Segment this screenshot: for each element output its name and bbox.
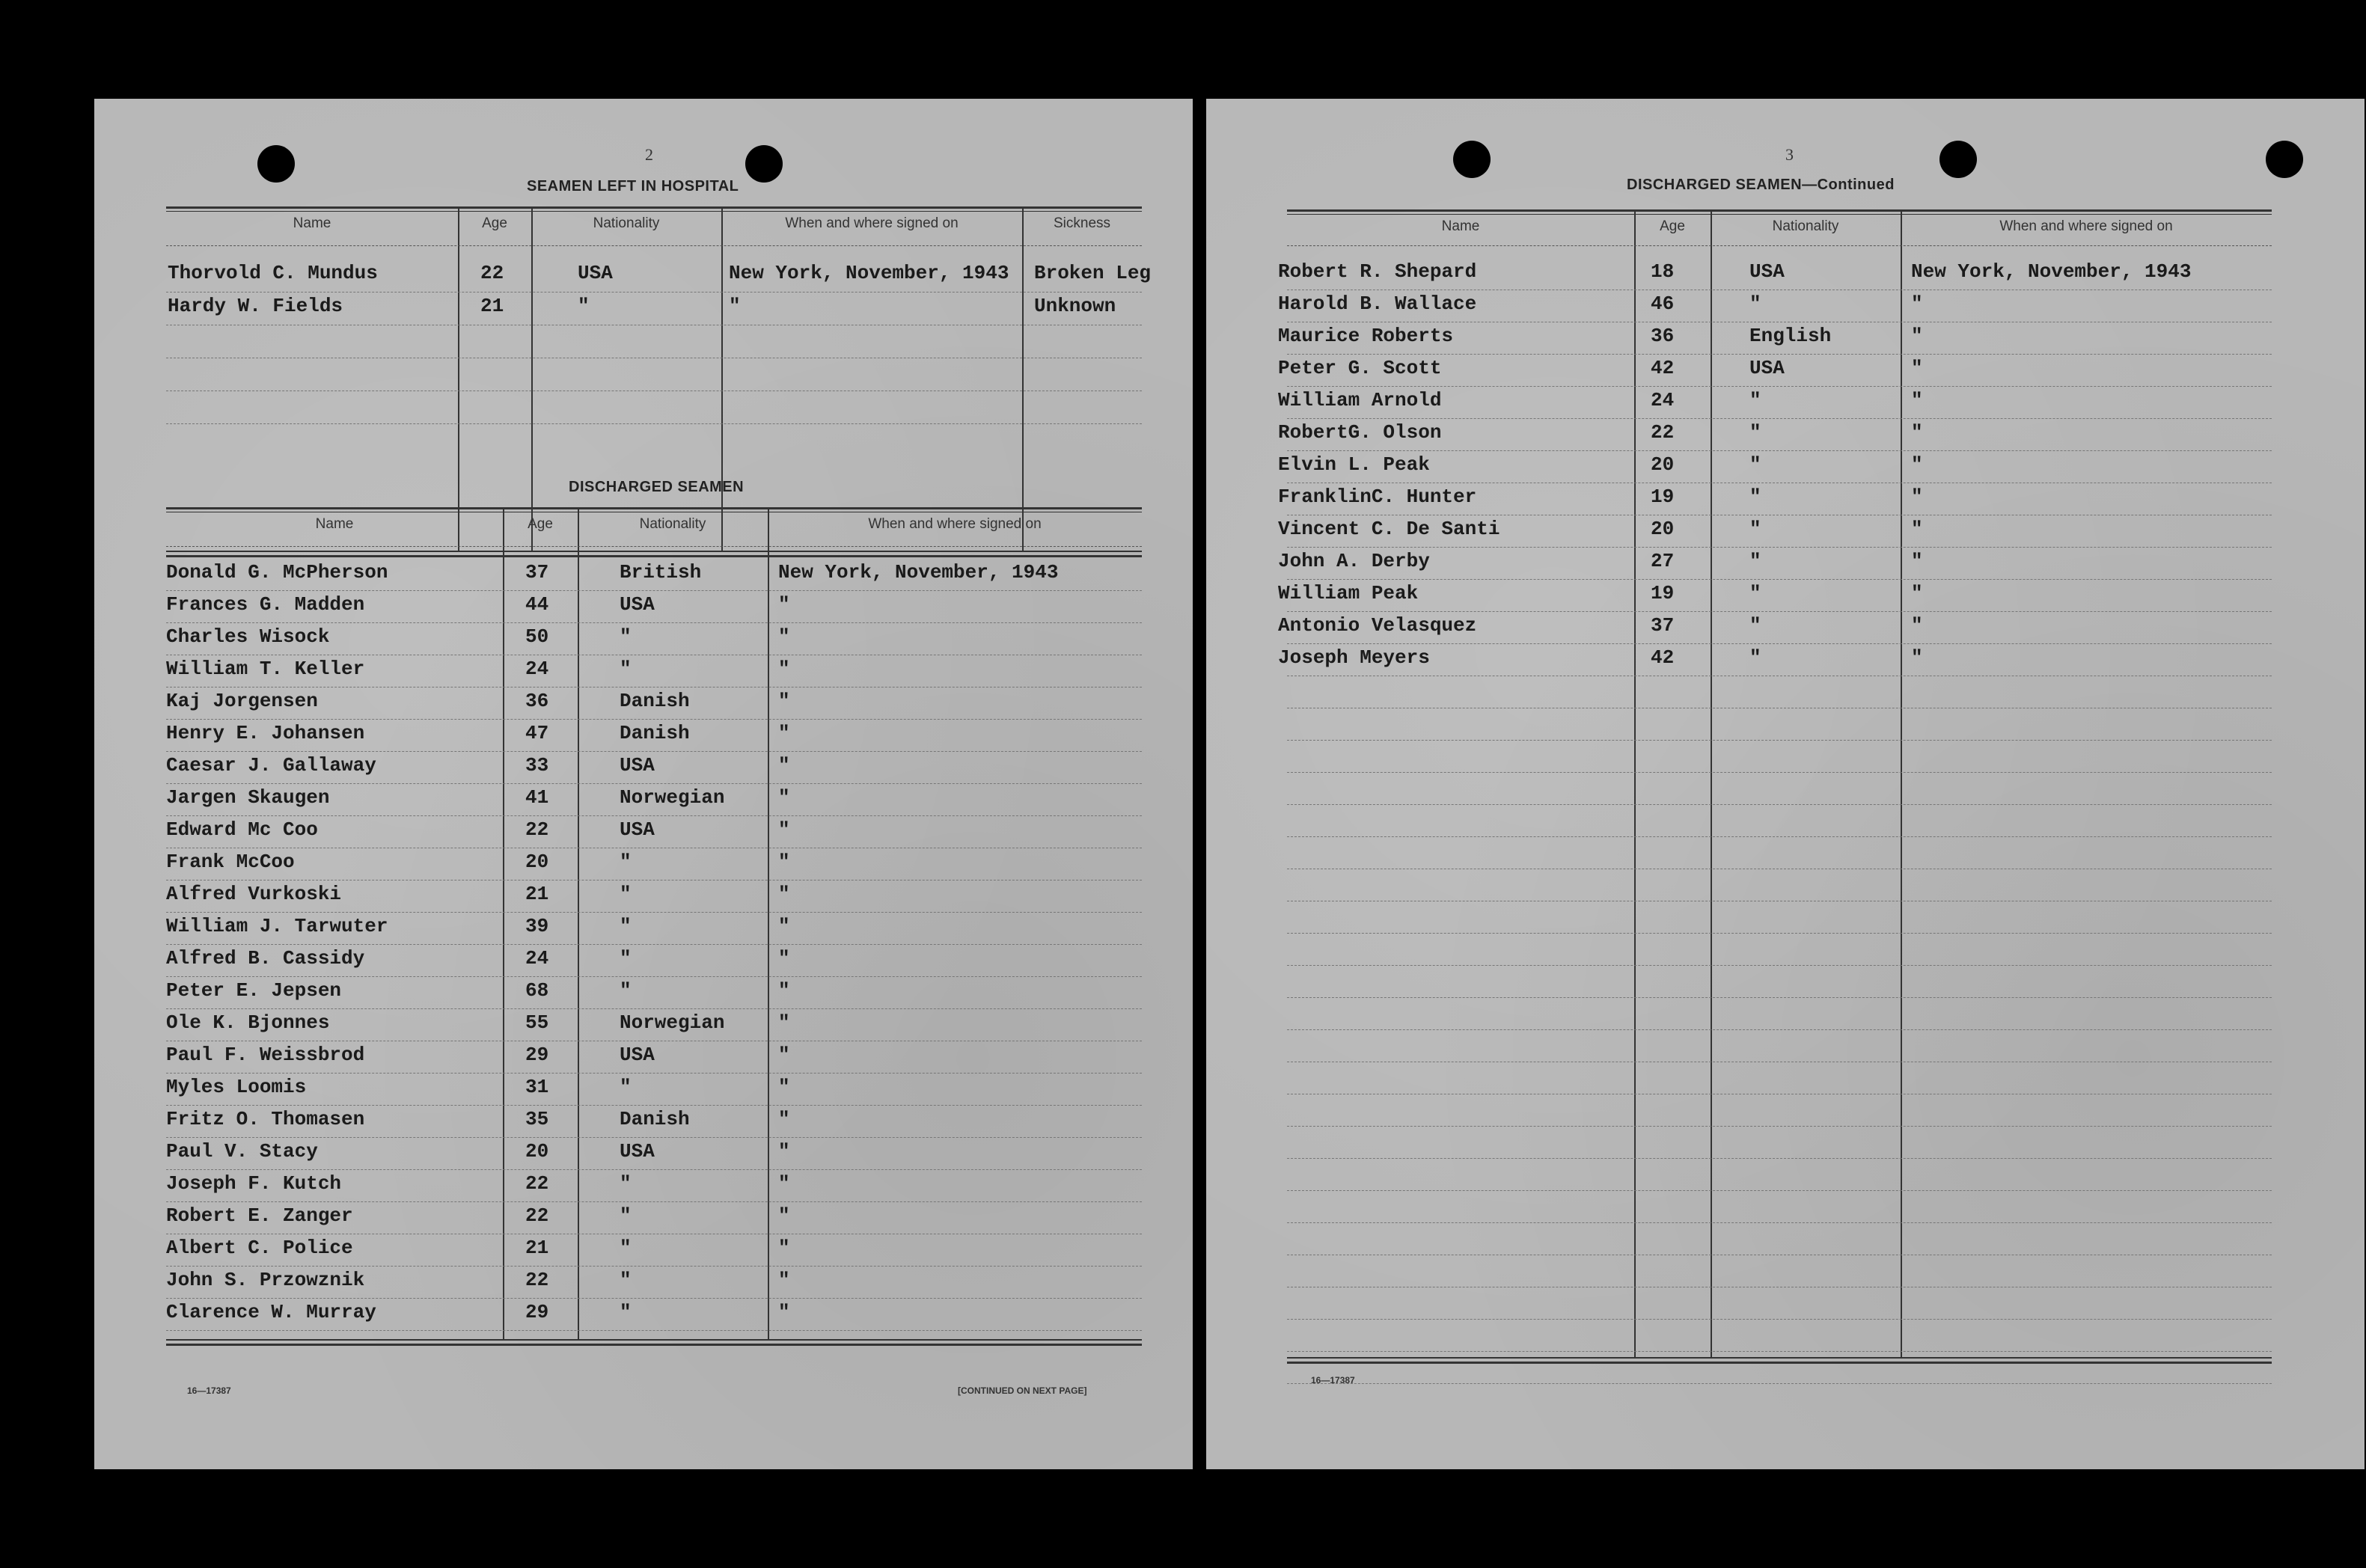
table-row (1278, 290, 2272, 322)
age-cell: 68 (525, 979, 549, 1002)
nationality-cell: " (620, 658, 632, 680)
age-cell: 19 (1651, 582, 1675, 604)
continued-section-title: DISCHARGED SEAMEN—Continued (1627, 177, 1895, 193)
age-cell: 21 (525, 883, 549, 905)
signed-on-cell: " (778, 1044, 790, 1066)
table-row (166, 976, 1142, 1009)
table-rule (166, 211, 1142, 212)
name-cell: Peter G. Scott (1278, 357, 1442, 379)
punch-hole (745, 145, 783, 183)
nationality-cell: USA (620, 593, 655, 616)
name-cell: Kaj Jorgensen (166, 690, 318, 712)
nationality-cell: " (620, 1204, 632, 1227)
hospital-section-title: SEAMEN LEFT IN HOSPITAL (527, 178, 739, 195)
name-cell: Clarence W. Murray (166, 1301, 376, 1323)
name-cell: Charles Wisock (166, 625, 330, 648)
table-row (1287, 1190, 2272, 1223)
signed-on-cell: " (1911, 453, 1923, 476)
age-cell: 22 (525, 818, 549, 841)
name-cell: Hardy W. Fields (168, 295, 343, 317)
nationality-cell: " (1749, 453, 1761, 476)
nationality-cell: " (620, 1269, 632, 1291)
nationality-cell: " (620, 1172, 632, 1195)
table-rule (1287, 214, 2272, 215)
table-row (1278, 418, 2272, 451)
column-header: Age (1660, 218, 1685, 234)
age-cell: 46 (1651, 293, 1675, 315)
nationality-cell: " (1749, 389, 1761, 411)
table-row (1287, 708, 2272, 741)
name-cell: Vincent C. De Santi (1278, 518, 1500, 540)
age-cell: 18 (1651, 260, 1675, 283)
signed-on-cell: " (778, 1301, 790, 1323)
name-cell: Jargen Skaugen (166, 786, 330, 809)
form-number: 16—17387 (1311, 1375, 1355, 1385)
table-row (1278, 386, 2272, 419)
name-cell: Harold B. Wallace (1278, 293, 1477, 315)
name-cell: Caesar J. Gallaway (166, 754, 376, 777)
name-cell: Maurice Roberts (1278, 325, 1454, 347)
age-cell: 21 (525, 1237, 549, 1259)
table-row (1287, 933, 2272, 966)
age-cell: 42 (1651, 357, 1675, 379)
nationality-cell: " (1749, 614, 1761, 637)
age-cell: 20 (525, 851, 549, 873)
column-header: Age (482, 215, 507, 231)
table-row (1287, 836, 2272, 869)
table-row (166, 719, 1142, 752)
form-number: 16—17387 (187, 1385, 231, 1396)
signed-on-cell: " (778, 1204, 790, 1227)
age-cell: 20 (525, 1140, 549, 1163)
name-cell: John S. Przowznik (166, 1269, 365, 1291)
signed-on-cell: " (778, 754, 790, 777)
table-row (1287, 1351, 2272, 1384)
table-row (166, 1298, 1142, 1331)
nationality-cell: Danish (620, 1108, 690, 1130)
punch-hole (2266, 141, 2303, 178)
nationality-cell: " (1749, 550, 1761, 572)
table-row (166, 655, 1142, 687)
age-cell: 50 (525, 625, 549, 648)
signed-on-cell: " (1911, 486, 1923, 508)
age-cell: 36 (1651, 325, 1675, 347)
name-cell: William Peak (1278, 582, 1419, 604)
sickness-cell: Broken Leg (1034, 262, 1152, 284)
table-row (166, 391, 1142, 424)
table-row (166, 848, 1142, 881)
table-row (166, 1234, 1142, 1267)
name-cell: Alfred Vurkoski (166, 883, 342, 905)
signed-on-cell: " (778, 851, 790, 873)
nationality-cell: Norwegian (620, 786, 725, 809)
age-cell: 33 (525, 754, 549, 777)
header-rule (166, 546, 1142, 548)
table-row (166, 1201, 1142, 1234)
signed-on-cell: " (778, 1140, 790, 1163)
table-row (166, 590, 1142, 623)
table-row (1287, 1094, 2272, 1127)
nationality-cell: " (1749, 582, 1761, 604)
signed-on-cell: " (778, 658, 790, 680)
age-cell: 24 (525, 658, 549, 680)
table-row (1278, 579, 2272, 612)
table-row (166, 358, 1142, 391)
column-header: When and where signed on (1999, 218, 2173, 234)
table-row (1287, 1062, 2272, 1094)
right-page (1206, 99, 2365, 1469)
table-row (1278, 483, 2272, 515)
nationality-cell: USA (1749, 357, 1785, 379)
table-row (166, 912, 1142, 945)
table-row (1278, 611, 2272, 644)
name-cell: Robert E. Zanger (166, 1204, 353, 1227)
name-cell: Paul F. Weissbrod (166, 1044, 365, 1066)
signed-on-cell: " (1911, 518, 1923, 540)
nationality-cell: USA (620, 1140, 655, 1163)
age-cell: 22 (525, 1172, 549, 1195)
table-rule (166, 507, 1142, 509)
age-cell: 37 (525, 561, 549, 584)
table-row (1278, 450, 2272, 483)
signed-on-cell: " (1911, 582, 1923, 604)
discharged-section-title: DISCHARGED SEAMEN (569, 479, 745, 495)
table-row (1287, 804, 2272, 837)
table-row (1287, 869, 2272, 901)
table-row (1278, 322, 2272, 355)
name-cell: Frank McCoo (166, 851, 295, 873)
column-header: When and where signed on (785, 215, 959, 231)
age-cell: 41 (525, 786, 549, 809)
table-row (166, 1137, 1142, 1170)
age-cell: 20 (1651, 453, 1675, 476)
signed-on-cell: " (729, 295, 741, 317)
column-header: Sickness (1053, 215, 1111, 231)
signed-on-cell: " (778, 883, 790, 905)
table-row (166, 292, 1142, 325)
nationality-cell: " (1749, 293, 1761, 315)
nationality-cell: USA (620, 1044, 655, 1066)
nationality-cell: " (620, 979, 632, 1002)
age-cell: 29 (525, 1044, 549, 1066)
nationality-cell: " (620, 883, 632, 905)
signed-on-cell: " (778, 915, 790, 937)
table-row (1287, 1029, 2272, 1062)
table-rule (1287, 1362, 2272, 1364)
signed-on-cell: New York, November, 1943 (778, 561, 1059, 584)
signed-on-cell: " (1911, 357, 1923, 379)
nationality-cell: British (620, 561, 702, 584)
signed-on-cell: " (778, 786, 790, 809)
table-row (1287, 1319, 2272, 1352)
table-row (166, 1169, 1142, 1202)
table-row (166, 1073, 1142, 1106)
nationality-cell: " (1749, 486, 1761, 508)
age-cell: 22 (480, 262, 504, 284)
header-rule (166, 245, 1142, 247)
nationality-cell: " (1749, 646, 1761, 669)
name-cell: Peter E. Jepsen (166, 979, 342, 1002)
nationality-cell: " (620, 851, 632, 873)
name-cell: Robert R. Shepard (1278, 260, 1477, 283)
signed-on-cell: New York, November, 1943 (729, 262, 1009, 284)
signed-on-cell: " (778, 690, 790, 712)
nationality-cell: " (578, 295, 590, 317)
table-row (166, 880, 1142, 913)
table-row (166, 558, 1142, 591)
signed-on-cell: " (778, 1108, 790, 1130)
name-cell: Paul V. Stacy (166, 1140, 318, 1163)
age-cell: 22 (525, 1204, 549, 1227)
name-cell: FranklinC. Hunter (1278, 486, 1477, 508)
name-cell: Myles Loomis (166, 1076, 307, 1098)
age-cell: 24 (525, 947, 549, 970)
discharged-continued-table (1278, 209, 2272, 1468)
nationality-cell: " (620, 947, 632, 970)
table-row (166, 751, 1142, 784)
sickness-cell: Unknown (1034, 295, 1116, 317)
age-cell: 47 (525, 722, 549, 744)
hospital-table (166, 206, 1152, 558)
table-row (166, 1266, 1142, 1299)
table-row (1287, 772, 2272, 805)
nationality-cell: Danish (620, 722, 690, 744)
continued-note: [CONTINUED ON NEXT PAGE] (958, 1385, 1087, 1396)
page-number: 2 (645, 145, 653, 164)
table-row (1278, 354, 2272, 387)
column-header: Name (293, 215, 331, 231)
table-row (166, 1008, 1142, 1041)
age-cell: 31 (525, 1076, 549, 1098)
signed-on-cell: " (778, 1237, 790, 1259)
age-cell: 20 (1651, 518, 1675, 540)
age-cell: 36 (525, 690, 549, 712)
age-cell: 44 (525, 593, 549, 616)
name-cell: Fritz O. Thomasen (166, 1108, 365, 1130)
age-cell: 42 (1651, 646, 1675, 669)
name-cell: Antonio Velasquez (1278, 614, 1477, 637)
punch-hole (1939, 141, 1977, 178)
column-header: Name (315, 516, 354, 532)
table-row (1287, 1287, 2272, 1320)
name-cell: Ole K. Bjonnes (166, 1011, 330, 1034)
signed-on-cell: " (778, 1172, 790, 1195)
table-row (166, 815, 1142, 848)
nationality-cell: English (1749, 325, 1832, 347)
nationality-cell: USA (1749, 260, 1785, 283)
table-row (1287, 1158, 2272, 1191)
table-row (1287, 965, 2272, 998)
name-cell: Joseph F. Kutch (166, 1172, 342, 1195)
signed-on-cell: " (778, 1269, 790, 1291)
table-row (166, 687, 1142, 720)
signed-on-cell: " (1911, 325, 1923, 347)
age-cell: 27 (1651, 550, 1675, 572)
nationality-cell: Danish (620, 690, 690, 712)
table-row (166, 1041, 1142, 1074)
name-cell: Alfred B. Cassidy (166, 947, 365, 970)
age-cell: 35 (525, 1108, 549, 1130)
age-cell: 22 (1651, 421, 1675, 444)
table-row (1287, 1255, 2272, 1287)
nationality-cell: USA (578, 262, 613, 284)
name-cell: Albert C. Police (166, 1237, 353, 1259)
signed-on-cell: " (778, 947, 790, 970)
age-cell: 22 (525, 1269, 549, 1291)
nationality-cell: USA (620, 754, 655, 777)
name-cell: William Arnold (1278, 389, 1442, 411)
signed-on-cell: " (1911, 421, 1923, 444)
nationality-cell: USA (620, 818, 655, 841)
name-cell: William J. Tarwuter (166, 915, 388, 937)
column-header: Nationality (639, 516, 706, 532)
nationality-cell: " (1749, 518, 1761, 540)
table-row (166, 1105, 1142, 1138)
column-header: Name (1441, 218, 1480, 234)
nationality-cell: " (620, 915, 632, 937)
table-row (166, 783, 1142, 816)
signed-on-cell: " (1911, 293, 1923, 315)
age-cell: 24 (1651, 389, 1675, 411)
table-row (1287, 740, 2272, 773)
column-header: Age (528, 516, 553, 532)
name-cell: Frances G. Madden (166, 593, 365, 616)
name-cell: Henry E. Johansen (166, 722, 365, 744)
table-rule (1287, 1357, 2272, 1359)
discharged-table (166, 507, 1142, 1451)
name-cell: John A. Derby (1278, 550, 1430, 572)
nationality-cell: " (620, 1076, 632, 1098)
punch-hole (1453, 141, 1491, 178)
nationality-cell: " (620, 1237, 632, 1259)
age-cell: 37 (1651, 614, 1675, 637)
name-cell: Donald G. McPherson (166, 561, 388, 584)
table-rule (1287, 209, 2272, 212)
table-row (1278, 515, 2272, 548)
age-cell: 55 (525, 1011, 549, 1034)
table-row (1278, 547, 2272, 580)
signed-on-cell: " (778, 1076, 790, 1098)
signed-on-cell: " (1911, 646, 1923, 669)
table-row (1287, 997, 2272, 1030)
age-cell: 19 (1651, 486, 1675, 508)
table-row (166, 944, 1142, 977)
table-row (1287, 1222, 2272, 1255)
column-header: When and where signed on (868, 516, 1042, 532)
signed-on-cell: " (1911, 550, 1923, 572)
signed-on-cell: " (778, 722, 790, 744)
table-row (166, 325, 1142, 358)
table-row (1287, 1126, 2272, 1159)
table-row (166, 622, 1142, 655)
nationality-cell: " (620, 625, 632, 648)
page-number: 3 (1785, 145, 1794, 164)
nationality-cell: " (1749, 421, 1761, 444)
signed-on-cell: " (1911, 614, 1923, 637)
nationality-cell: Norwegian (620, 1011, 725, 1034)
table-row (1287, 676, 2272, 708)
punch-hole (257, 145, 295, 183)
left-page (94, 99, 1193, 1469)
name-cell: Edward Mc Coo (166, 818, 318, 841)
table-rule (166, 1339, 1142, 1341)
table-rule (166, 1344, 1142, 1346)
name-cell: Joseph Meyers (1278, 646, 1430, 669)
signed-on-cell: " (778, 593, 790, 616)
table-row (1278, 257, 2272, 290)
name-cell: RobertG. Olson (1278, 421, 1442, 444)
name-cell: Elvin L. Peak (1278, 453, 1430, 476)
signed-on-cell: " (778, 818, 790, 841)
column-header: Nationality (1772, 218, 1839, 234)
signed-on-cell: " (778, 625, 790, 648)
header-rule (1287, 245, 2272, 247)
table-row (1278, 643, 2272, 676)
age-cell: 21 (480, 295, 504, 317)
signed-on-cell: " (778, 979, 790, 1002)
age-cell: 29 (525, 1301, 549, 1323)
table-row (166, 259, 1152, 293)
table-rule (166, 206, 1142, 209)
signed-on-cell: " (1911, 389, 1923, 411)
signed-on-cell: " (778, 1011, 790, 1034)
table-row (1287, 901, 2272, 934)
signed-on-cell: New York, November, 1943 (1911, 260, 2192, 283)
age-cell: 39 (525, 915, 549, 937)
name-cell: Thorvold C. Mundus (168, 262, 378, 284)
name-cell: William T. Keller (166, 658, 365, 680)
column-header: Nationality (593, 215, 660, 231)
nationality-cell: " (620, 1301, 632, 1323)
